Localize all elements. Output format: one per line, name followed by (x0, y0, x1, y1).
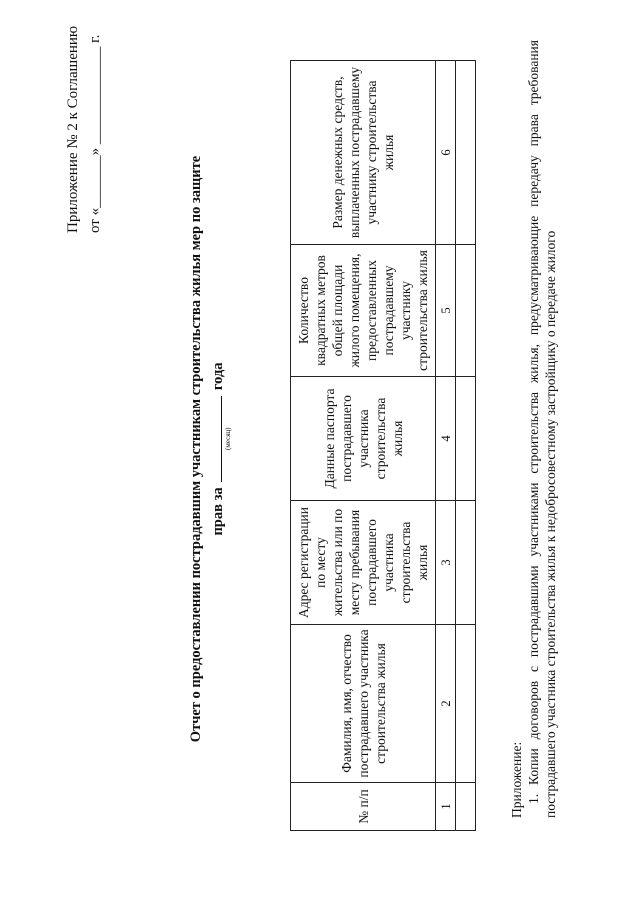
appendix-reference (62, 13, 106, 233)
column-number: 4 (436, 377, 456, 501)
report-title (186, 40, 232, 858)
table-cell (456, 501, 476, 625)
attachments-heading: Приложение: (509, 741, 524, 818)
month-blank (207, 396, 232, 482)
table-row (456, 61, 476, 831)
attachment-item: 1. Копии договоров с пострадавшими участниками строительства жилья, предусматривающие передачу права требования пострадавшего участника строительства жилья к недобросовестному застройщику о передаче жилого (526, 40, 558, 818)
col-header-address: Адрес регистрации по месту жительства или по месту пребывания пострадавшего участника строительства жилья (291, 501, 436, 625)
period-suffix: года (210, 362, 226, 391)
table-header-row (291, 61, 436, 831)
col-header-passport: Данные паспорта пострадавшего участника строительства жилья (291, 377, 436, 501)
table-cell (456, 625, 476, 783)
col-header-square-meters: Количество квадратных метров общей площади жилого помещения, предоставленных пострадавшему участнику строительства жилья (291, 245, 436, 377)
col-header-full-name: Фамилия, имя, отчество пострадавшего участника строительства жилья (291, 625, 436, 783)
table-cell (456, 61, 476, 245)
attachments-section (508, 40, 559, 818)
column-number: 6 (436, 61, 456, 245)
report-period-line (207, 40, 232, 858)
month-caption: (месяц) (224, 427, 232, 450)
column-number: 1 (436, 783, 456, 831)
column-number: 3 (436, 501, 456, 625)
column-number: 2 (436, 625, 456, 783)
table-cell (456, 377, 476, 501)
agreement-date-line: от «_______» _____________ г. (87, 34, 103, 233)
report-title-line: Отчет о предоставлении пострадавшим участникам строительства жилья мер по защите (188, 155, 204, 743)
col-header-payment-amount: Размер денежных средств, выплаченных пострадавшему участнику строительства жилья (291, 61, 436, 245)
table-cell (456, 783, 476, 831)
column-number: 5 (436, 245, 456, 377)
table-cell (456, 245, 476, 377)
report-table (290, 60, 476, 831)
period-prefix: прав за (210, 487, 226, 536)
appendix-line: Приложение № 2 к Соглашению (65, 25, 81, 233)
column-number-row (436, 61, 456, 831)
col-header-number: № п/п (291, 783, 436, 831)
